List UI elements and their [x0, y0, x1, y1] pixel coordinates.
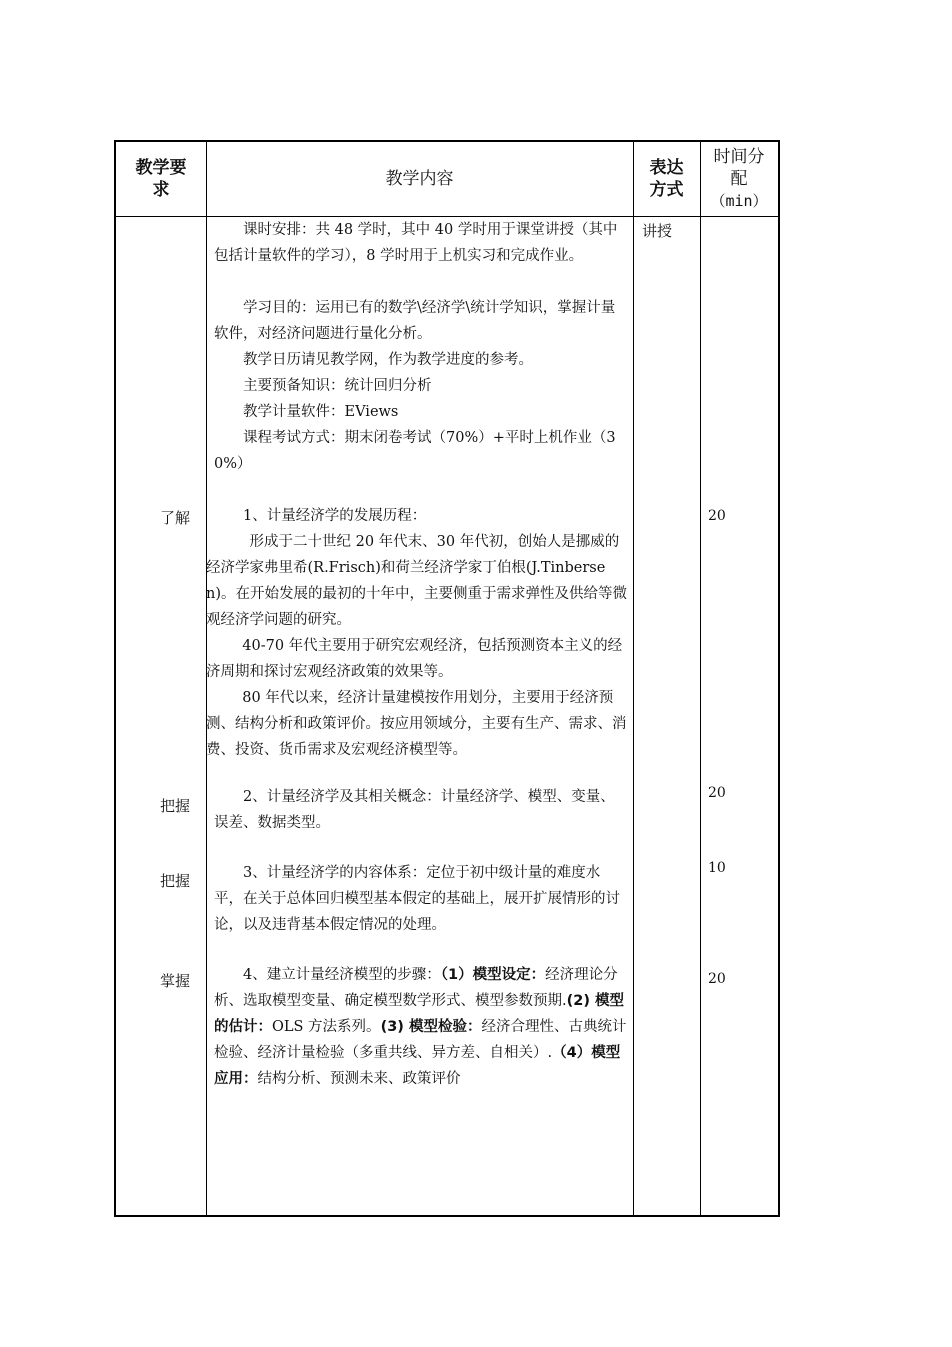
column-divider	[633, 142, 634, 1215]
section-3-text: 3、计量经济学的内容体系：定位于初中级计量的难度水平，在关于总体回归模型基本假定的基础上，展开扩展情形的讨论，以及违背基本假定情况的处理。	[214, 865, 620, 933]
step-1-label: （1）模型设定：	[440, 967, 546, 983]
step-3-text: 经济合理性、古典统计检验、经济计量检验（多重共线、异方差、自相关）.	[214, 1019, 627, 1061]
header-time-unit: （min）	[710, 192, 768, 210]
intro-schedule: 课时安排：共 48 学时，其中 40 学时用于课堂讲授（其中包括计量软件的学习），8 学时用于上机实习和完成作业。	[214, 222, 618, 264]
header-mode-line1: 表达	[649, 158, 684, 178]
time-3: 10	[708, 860, 726, 876]
requirement-4: 掌握	[159, 972, 190, 990]
intro-prerequisite: 主要预备知识：统计回归分析	[243, 378, 432, 394]
time-2: 20	[708, 785, 726, 801]
column-divider	[700, 142, 701, 1215]
section-2-text: 2、计量经济学及其相关概念：计量经济学、模型、变量、误差、数据类型。	[214, 789, 615, 831]
step-3-label: (3) 模型检验：	[380, 1019, 482, 1035]
header-content-label: 教学内容	[385, 169, 454, 189]
time-1: 20	[708, 508, 726, 524]
section-1-para-1: 形成于二十世纪 20 年代末、30 年代初，创始人是挪威的经济学家弗里希(R.Frisch)和荷兰经济学家丁伯根(J.Tinbersen)。在开始发展的最初的十年中，主要侧重于需求弹性及供给等微观经济学问题的研究。	[206, 534, 627, 628]
section-1-para-2: 40-70 年代主要用于研究宏观经济，包括预测资本主义的经济周期和探讨宏观经济政策的效果等。	[206, 638, 623, 680]
step-2-label: (2) 模型的估计：	[214, 993, 625, 1035]
step-4-label: （4）模型应用：	[214, 1045, 621, 1087]
step-4-text: 结构分析、预测未来、政策评价	[257, 1071, 461, 1087]
step-1-text: 经济理论分析、选取模型变量、确定模型数学形式、模型参数预期.	[214, 967, 618, 1009]
intro-calendar: 教学日历请见教学网，作为教学进度的参考。	[243, 352, 533, 368]
step-2-text: OLS 方法系列。	[272, 1019, 381, 1035]
header-content	[206, 142, 633, 216]
section-1-para-3: 80 年代以来，经济计量建模按作用划分，主要用于经济预测、结构分析和政策评价。按应用领域分，主要有生产、需求、消费、投资、货币需求及宏观经济模型等。	[206, 690, 627, 758]
header-requirement-line1: 教学要	[135, 158, 187, 178]
header-time-line1: 时间分	[713, 147, 765, 167]
header-requirement	[116, 142, 206, 216]
section-4-lead: 4、建立计量经济模型的步骤：	[243, 967, 441, 983]
header-mode-line2: 方式	[649, 180, 684, 200]
intro-exam: 课程考试方式：期末闭卷考试（70%）+平时上机作业（30%）	[214, 430, 616, 472]
header-requirement-line2: 求	[152, 180, 170, 200]
requirement-3: 把握	[159, 872, 190, 890]
section-4-text	[214, 962, 628, 1092]
header-time-line2: 配	[730, 169, 748, 189]
header-mode	[633, 142, 700, 216]
time-4: 20	[708, 971, 726, 987]
requirement-1: 了解	[159, 509, 190, 527]
header-time	[700, 142, 778, 216]
intro-software: 教学计量软件：EViews	[243, 404, 399, 420]
section-1-title: 1、计量经济学的发展历程：	[243, 508, 427, 524]
intro-objective: 学习目的：运用已有的数学\经济学\统计学知识，掌握计量软件，对经济问题进行量化分析。	[214, 300, 616, 342]
teaching-mode: 讲授	[642, 222, 673, 240]
requirement-2: 把握	[159, 797, 190, 815]
